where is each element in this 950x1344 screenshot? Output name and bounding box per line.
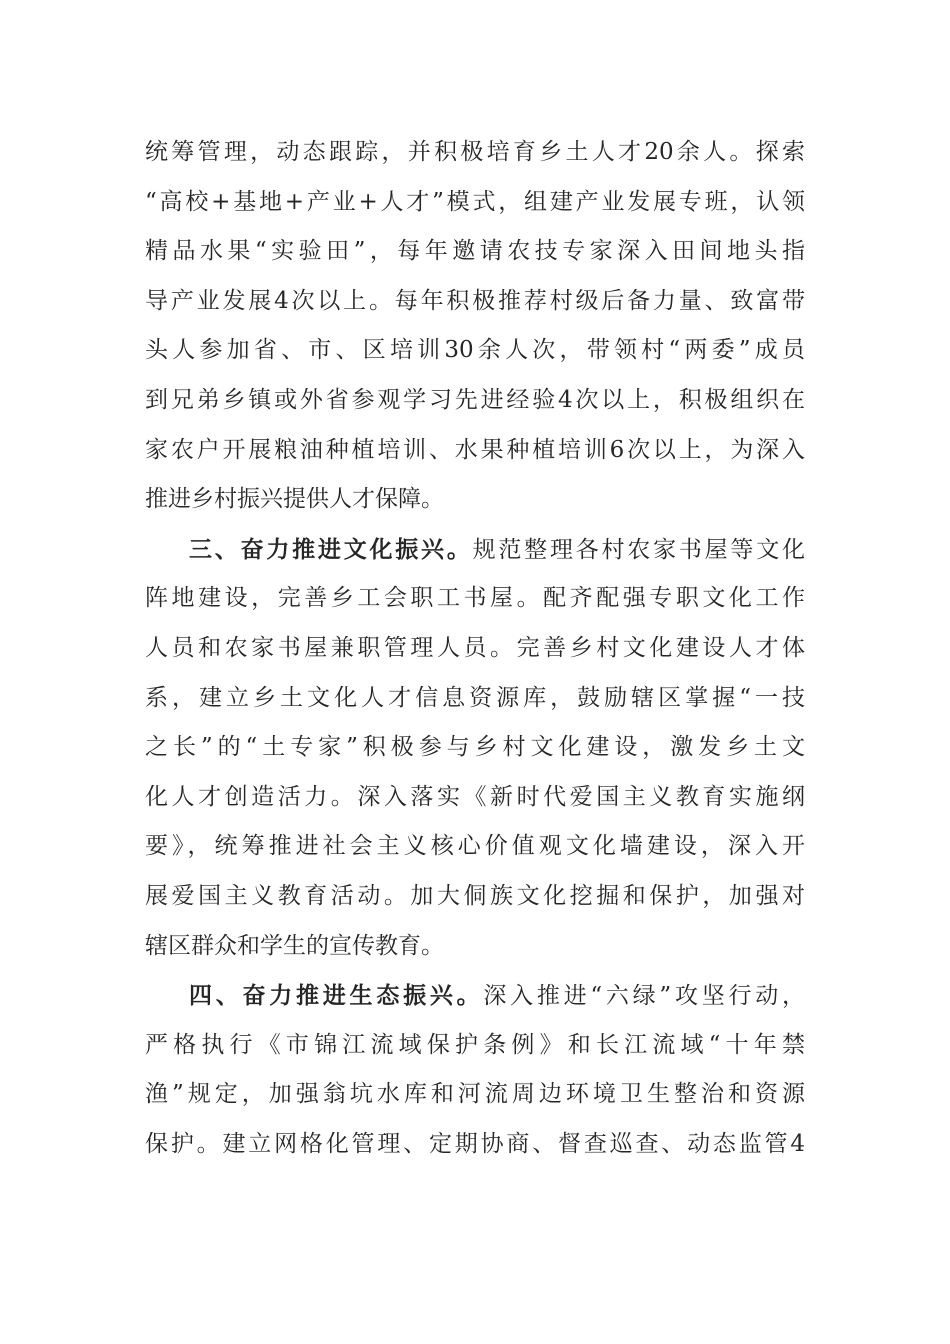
text-line: 推进乡村振兴提供人才保障。 (145, 486, 444, 513)
section-heading-ecology: 四、奋力推进生态振兴。 (189, 982, 484, 1010)
text-line: 导产业发展4次以上。每年积极推荐村级后备力量、致富带 (145, 287, 805, 314)
text-run: 规范整理各村农家书屋等文化 (472, 536, 806, 563)
section-heading-culture: 三、奋力推进文化振兴。 (189, 535, 473, 563)
text-line: 阵地建设，完善乡工会职工书屋。配齐配强专职文化工作 (145, 585, 805, 612)
paragraph-culture (145, 525, 805, 971)
paragraph-talent (145, 128, 805, 525)
text-line: 统筹管理，动态跟踪，并积极培育乡土人才20余人。探索 (145, 139, 805, 165)
text-line: 精品水果“实验田”，每年邀请农技专家深入田间地头指 (145, 238, 805, 265)
text-line-first (145, 525, 805, 575)
text-line: 人员和农家书屋兼职管理人员。完善乡村文化建设人才体 (145, 634, 805, 661)
document-page (145, 128, 805, 1169)
text-line: 要》，统筹推进社会主义核心价值观文化墙建设，深入开 (145, 833, 805, 860)
text-line: 头人参加省、市、区培训30余人次，带领村“两委”成员 (145, 337, 805, 364)
text-line: 展爱国主义教育活动。加大侗族文化挖掘和保护，加强对 (145, 882, 805, 909)
paragraph-ecology (145, 971, 805, 1169)
text-run: 深入推进“六绿”攻坚行动， (483, 983, 805, 1010)
text-line-first (145, 971, 805, 1021)
text-line: 保护。建立网格化管理、定期协商、督查巡查、动态监管4 (145, 1130, 805, 1157)
text-line: 辖区群众和学生的宣传教育。 (145, 932, 444, 959)
text-line: 系，建立乡土文化人才信息资源库，鼓励辖区掌握“一技 (145, 684, 805, 711)
text-line: 化人才创造活力。深入落实《新时代爱国主义教育实施纲 (145, 783, 805, 810)
text-line: 家农户开展粮油种植培训、水果种植培训6次以上，为深入 (145, 436, 805, 463)
text-line: 之长”的“土专家”积极参与乡村文化建设，激发乡土文 (145, 734, 805, 761)
text-line: “高校+基地+产业+人才”模式，组建产业发展专班，认领 (145, 188, 805, 215)
text-line: 严格执行《市锦江流域保护条例》和长江流域“十年禁 (145, 1031, 805, 1058)
text-line: 渔”规定，加强翁坑水库和河流周边环境卫生整治和资源 (145, 1081, 805, 1108)
text-line: 到兄弟乡镇或外省参观学习先进经验4次以上，积极组织在 (145, 386, 805, 413)
